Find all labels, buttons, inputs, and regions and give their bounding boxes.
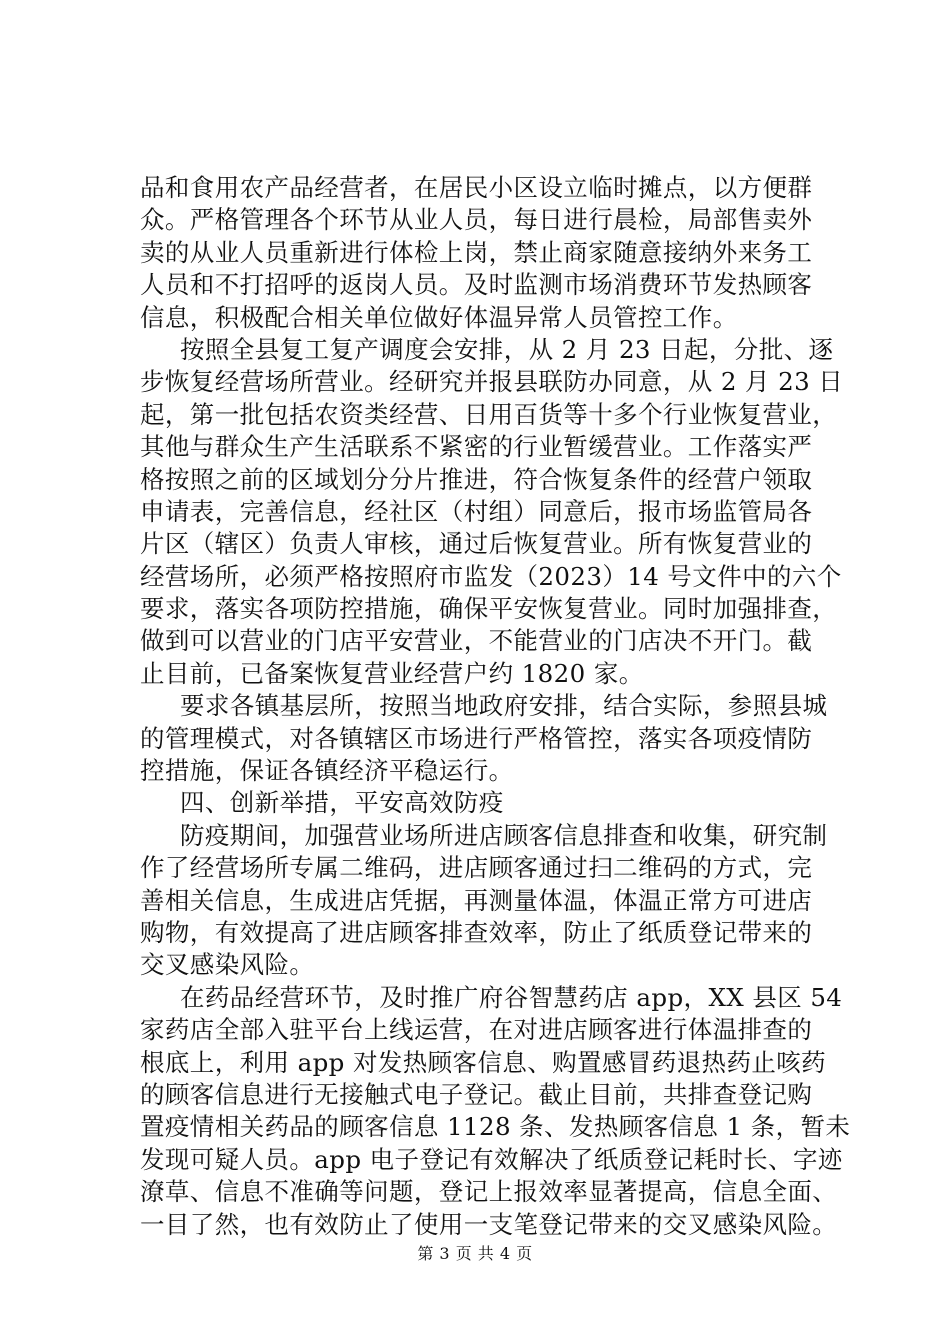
paragraph <box>140 820 828 982</box>
text-line: 其他与群众生产生活联系不紧密的行业暂缓营业。工作落实严 <box>140 432 813 462</box>
text-line: 起，第一批包括农资类经营、日用百货等十多个行业恢复营业， <box>140 399 838 429</box>
text-line: 根底上，利用 app 对发热顾客信息、购置感冒药退热药止咳药 <box>140 1047 827 1077</box>
text-line: 置疫情相关药品的顾客信息 1128 条、发热顾客信息 1 条，暂未 <box>140 1112 851 1142</box>
text-line: 购物，有效提高了进店顾客排查效率，防止了纸质登记带来的 <box>140 917 813 947</box>
text-line: 善相关信息，生成进店凭据，再测量体温，体温正常方可进店 <box>140 885 813 915</box>
text-line: 家药店全部入驻平台上线运营，在对进店顾客进行体温排查的 <box>140 1015 813 1045</box>
text-line: 信息，积极配合相关单位做好体温异常人员管控工作。 <box>140 302 738 332</box>
text-line: 格按照之前的区域划分分片推进，符合恢复条件的经营户领取 <box>140 464 813 494</box>
text-line: 潦草、信息不准确等问题，登记上报效率显著提高，信息全面、 <box>140 1177 838 1207</box>
text-line: 发现可疑人员。app 电子登记有效解决了纸质登记耗时长、字迹 <box>140 1144 843 1174</box>
text-line: 申请表，完善信息，经社区（村组）同意后，报市场监管局各 <box>140 496 813 526</box>
text-line: 做到可以营业的门店平安营业，不能营业的门店决不开门。截 <box>140 626 813 656</box>
text-line: 经营场所，必须严格按照府市监发（2023）14 号文件中的六个 <box>140 561 842 591</box>
heading-text: 四、创新举措，平安高效防疫 <box>180 788 504 818</box>
page-total: 共 4 页 <box>477 1244 533 1263</box>
section-heading <box>140 787 812 819</box>
text-line: 品和食用农产品经营者，在居民小区设立临时摊点，以方便群 <box>140 173 813 202</box>
text-line: 防疫期间，加强营业场所进店顾客信息排查和收集，研究制 <box>180 820 828 850</box>
paragraph <box>140 982 851 1241</box>
text-line: 要求，落实各项防控措施，确保平安恢复营业。同时加强排查， <box>140 594 838 624</box>
text-line: 片区（辖区）负责人审核，通过后恢复营业。所有恢复营业的 <box>140 529 813 559</box>
text-line: 控措施，保证各镇经济平稳运行。 <box>140 756 514 786</box>
text-line: 的管理模式，对各镇辖区市场进行严格管控，落实各项疫情防 <box>140 723 813 753</box>
page-footer <box>0 1244 950 1264</box>
document-body <box>140 172 851 1241</box>
page-number: 第 3 页 <box>417 1244 473 1263</box>
text-line: 众。严格管理各个环节从业人员，每日进行晨检，局部售卖外 <box>140 205 813 235</box>
text-line: 按照全县复工复产调度会安排，从 2 月 23 日起，分批、逐 <box>180 334 834 364</box>
text-line: 的顾客信息进行无接触式电子登记。截止目前，共排查登记购 <box>140 1079 813 1109</box>
text-line: 止目前，已备案恢复营业经营户约 1820 家。 <box>140 658 644 688</box>
paragraph <box>140 172 812 334</box>
text-line: 一目了然，也有效防止了使用一支笔登记带来的交叉感染风险。 <box>140 1209 838 1239</box>
text-line: 人员和不打招呼的返岗人员。及时监测市场消费环节发热顾客 <box>140 270 813 300</box>
text-line: 卖的从业人员重新进行体检上岗，禁止商家随意接纳外来务工 <box>140 237 813 267</box>
paragraph <box>140 334 844 690</box>
text-line: 交叉感染风险。 <box>140 950 315 980</box>
paragraph <box>140 690 828 787</box>
text-line: 作了经营场所专属二维码，进店顾客通过扫二维码的方式，完 <box>140 853 813 883</box>
text-line: 在药品经营环节，及时推广府谷智慧药店 app，XX 县区 54 <box>180 982 843 1012</box>
text-line: 要求各镇基层所，按照当地政府安排，结合实际，参照县城 <box>180 691 828 721</box>
text-line: 步恢复经营场所营业。经研究并报县联防办同意，从 2 月 23 日 <box>140 367 844 397</box>
